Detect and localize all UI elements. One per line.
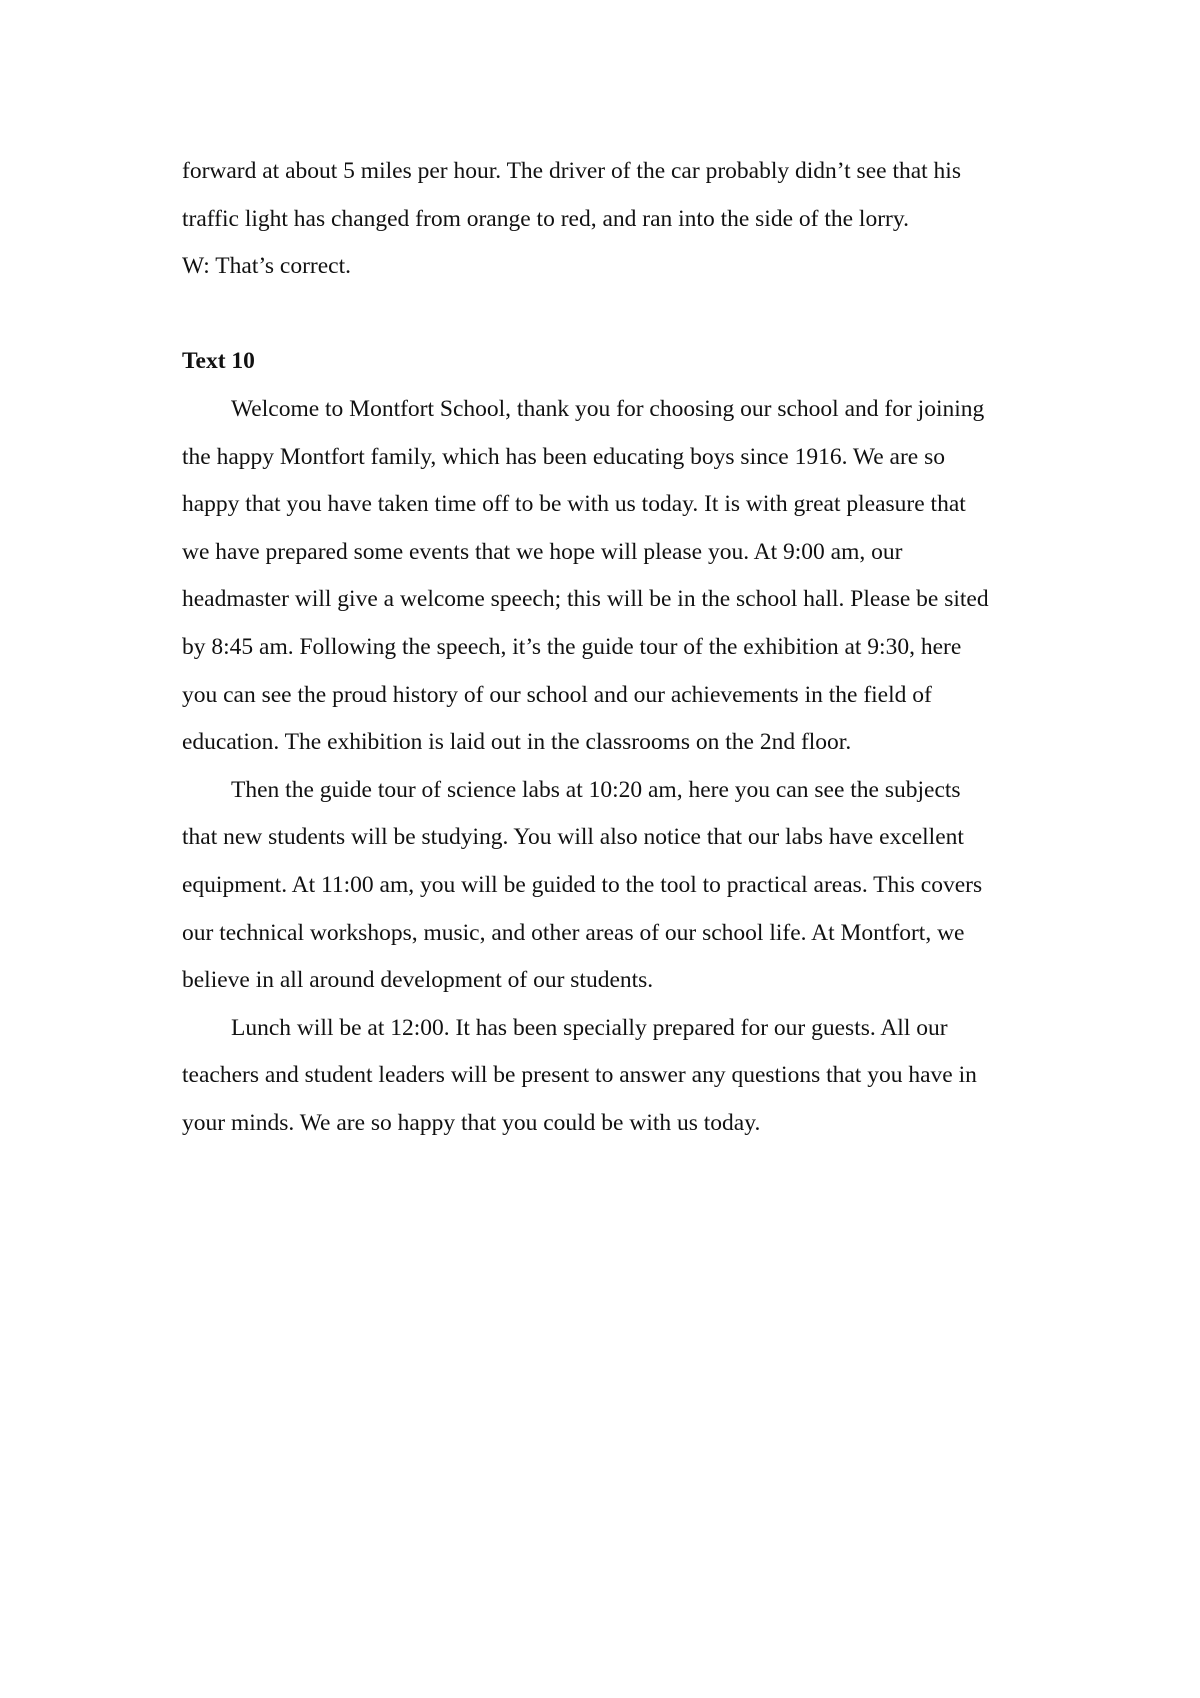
blank-line	[182, 291, 1044, 339]
text-line: forward at about 5 miles per hour. The driver of the car probably didn’t see that his	[182, 158, 961, 184]
paragraph-science-labs	[182, 767, 1044, 1005]
paragraph-lunch	[182, 1005, 1044, 1148]
text-line: education. The exhibition is laid out in the classrooms on the 2nd floor.	[182, 729, 852, 756]
section-heading-text: Text 10	[182, 348, 255, 375]
text-line: equipment. At 11:00 am, you will be guided to the tool to practical areas. This covers	[182, 871, 983, 898]
text-line: by 8:45 am. Following the speech, it’s the guide tour of the exhibition at 9:30, here	[182, 633, 962, 660]
text-line: we have prepared some events that we hope will please you. At 9:00 am, our	[182, 538, 903, 565]
text-line: our technical workshops, music, and other areas of our school life. At Montfort, we	[182, 919, 965, 946]
section-heading	[182, 338, 1044, 386]
text-line: happy that you have taken time off to be with us today. It is with great pleasure that	[182, 491, 966, 518]
text-line: Then the guide tour of science labs at 10:20 am, here you can see the subjects	[231, 776, 961, 803]
text-line: traffic light has changed from orange to red, and ran into the side of the lorry.	[182, 205, 909, 232]
text-line: Welcome to Montfort School, thank you for choosing our school and for joining	[231, 395, 985, 422]
text-line: your minds. We are so happy that you could be with us today.	[182, 1109, 761, 1136]
text-line: the happy Montfort family, which has been educating boys since 1916. We are so	[182, 443, 945, 470]
text-line: W: That’s correct.	[182, 253, 351, 280]
text-line: believe in all around development of our students.	[182, 967, 654, 994]
text-line: headmaster will give a welcome speech; this will be in the school hall. Please be sited	[182, 586, 989, 613]
intro-dialogue	[182, 148, 1044, 291]
text-line: that new students will be studying. You will also notice that our labs have excellent	[182, 824, 964, 851]
text-line: Lunch will be at 12:00. It has been specially prepared for our guests. All our	[231, 1014, 948, 1041]
document-body	[182, 148, 1044, 1147]
text-line: teachers and student leaders will be present to answer any questions that you have in	[182, 1062, 977, 1089]
paragraph-welcome	[182, 386, 1044, 767]
text-line: you can see the proud history of our school and our achievements in the field of	[182, 681, 932, 708]
